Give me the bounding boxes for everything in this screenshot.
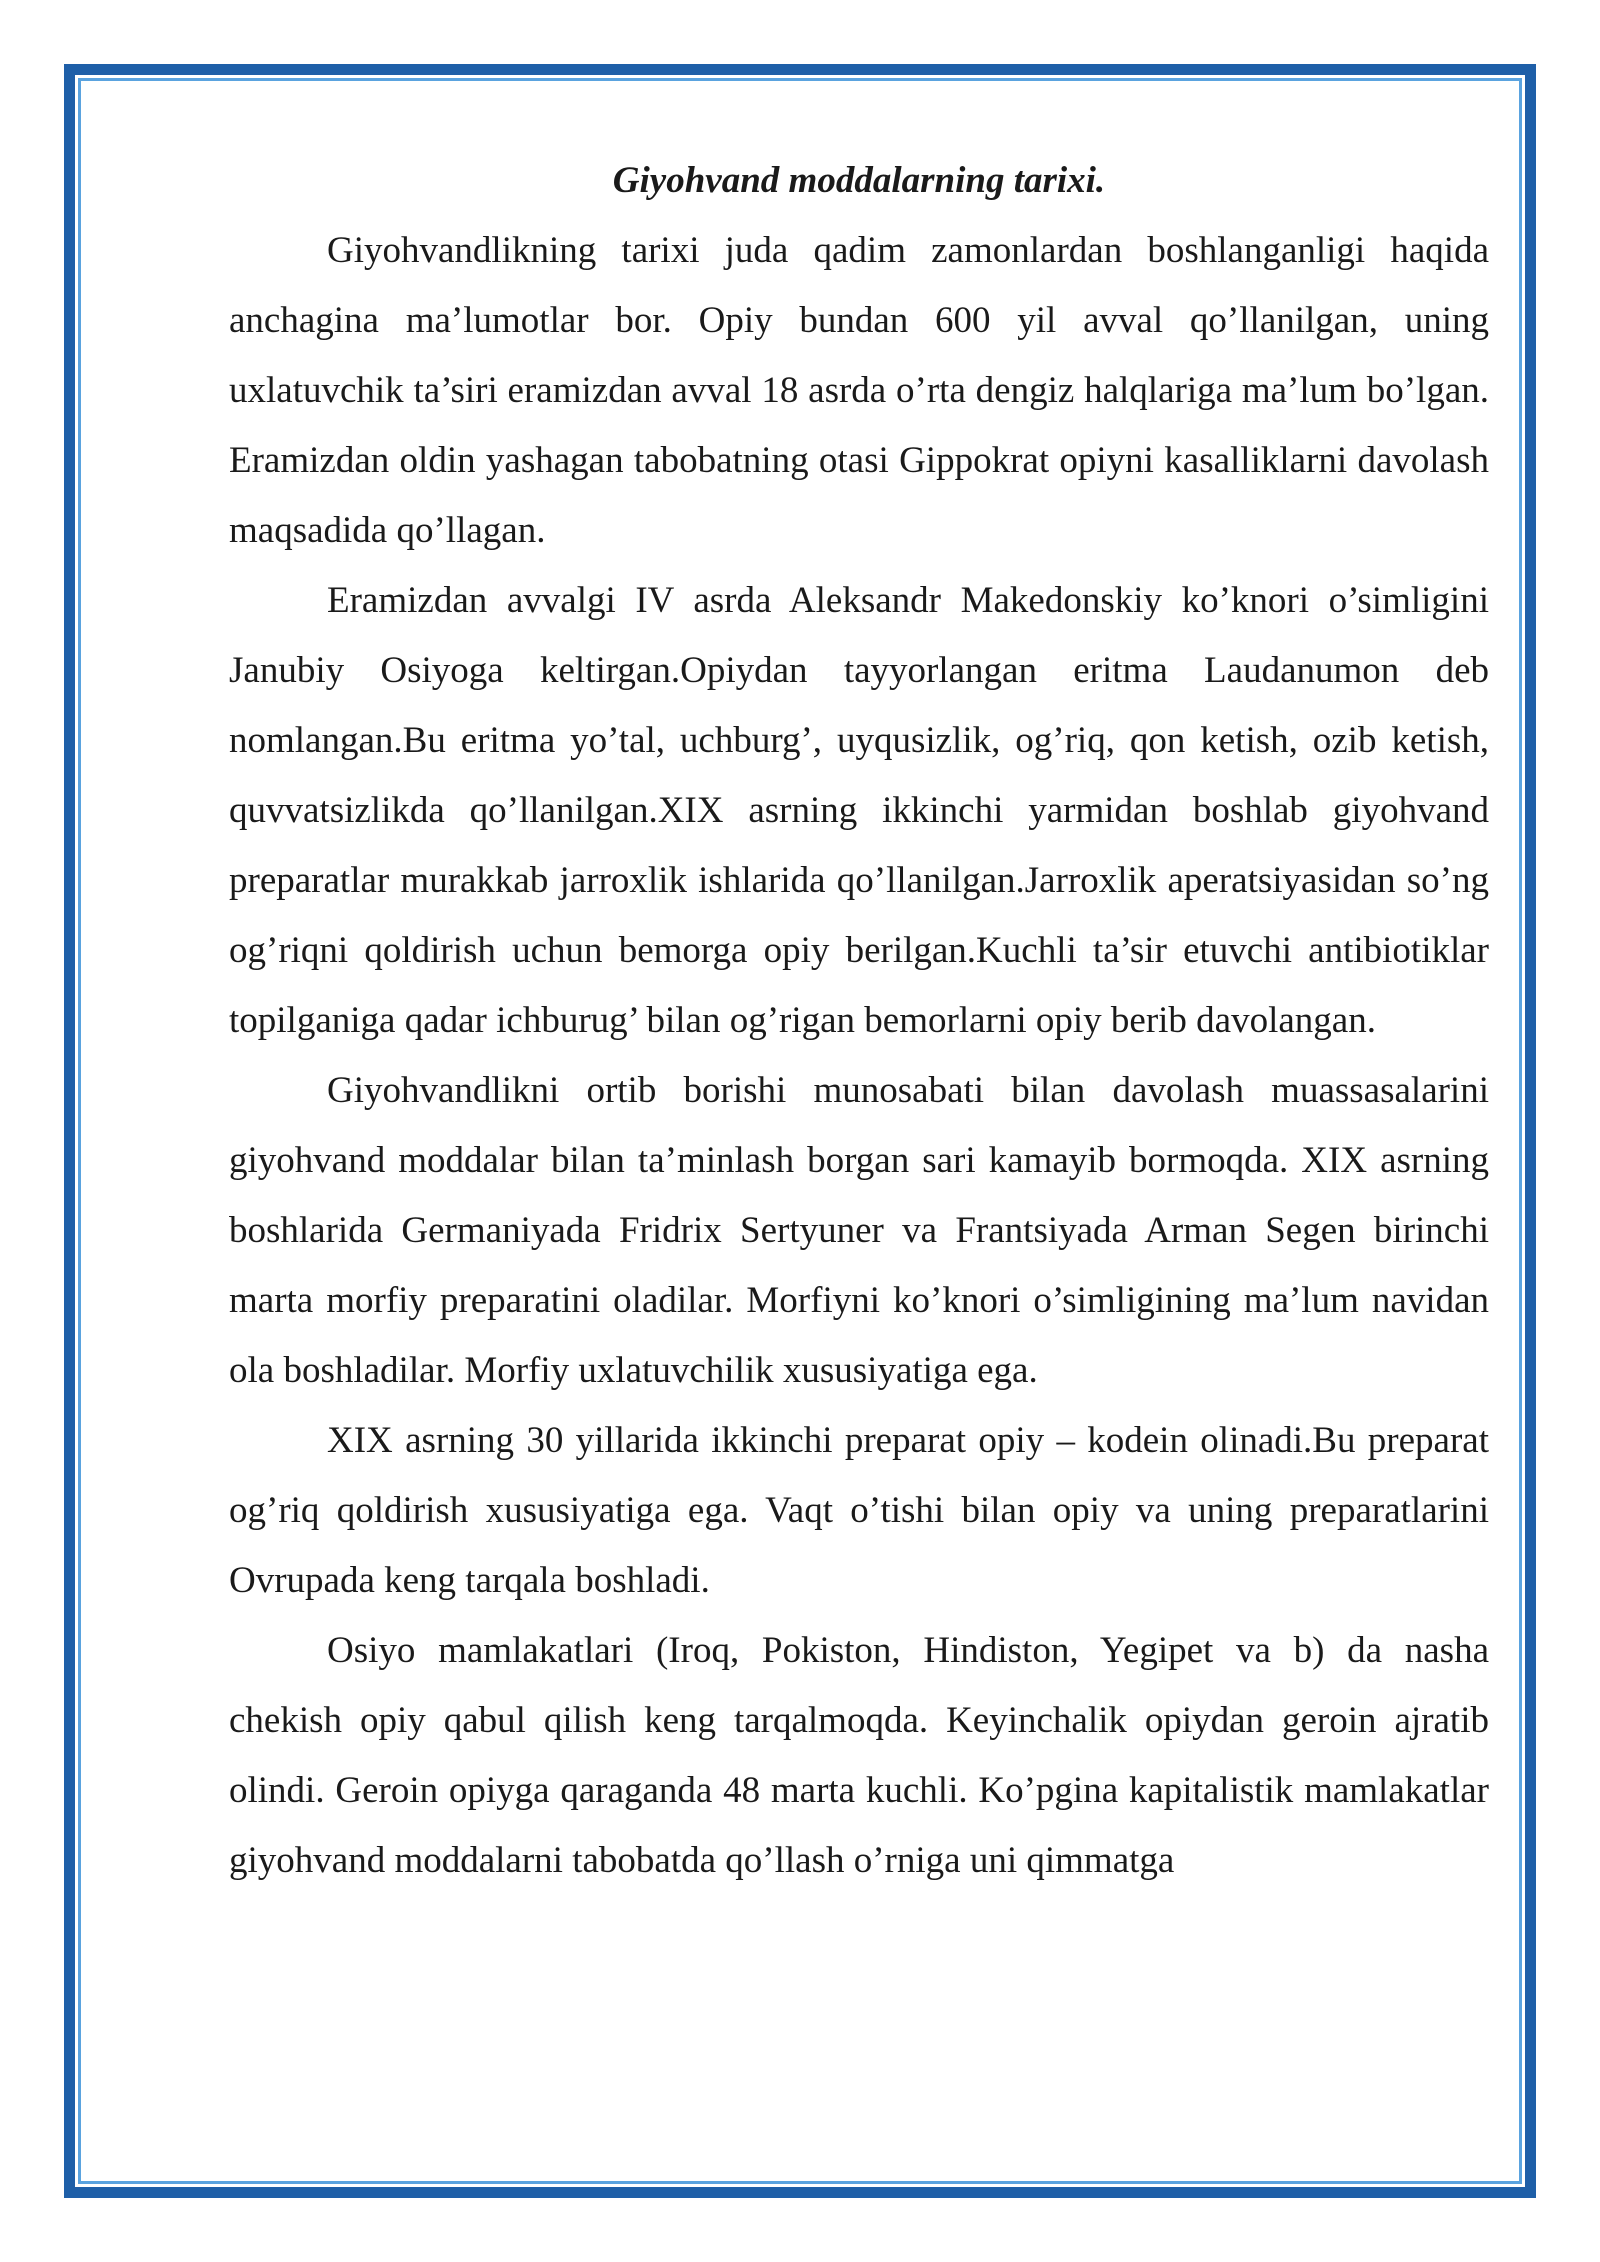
paragraph-4: XIX asrning 30 yillarida ikkinchi preparat opiy – kodein olinadi.Bu preparat og’riq qoldirish xususiyatiga ega. Vaqt o’tishi bilan opiy va uning preparatlarini Ovrupada keng tarqala boshladi. [229,1420,1489,1601]
paragraph-3: Giyohvandlikni ortib borishi munosabati bilan davolash muassasalarini giyohvand moddalar bilan ta’minlash borgan sari kamayib bormoqda. XIX asrning boshlarida Germaniyada Fridrix Sertyuner va Frantsiyada Arman Segen birinchi marta morfiy preparatini oladilar. Morfiyni ko’knori o’simligining ma’lum navidan ola boshladilar. Morfiy uxlatuvchilik xususiyatiga ega. [229,1070,1489,1391]
paragraph-2: Eramizdan avvalgi IV asrda Aleksandr Makedonskiy ko’knori o’simligini Janubiy Osiyoga keltirgan.Opiydan tayyorlangan eritma Laudanumon deb nomlangan.Bu eritma yo’tal, uchburg’, uyqusizlik, og’riq, qon ketish, ozib ketish, quvvatsizlikda qo’llanilgan.XIX asrning ikkinchi yarmidan boshlab giyohvand preparatlar murakkab jarroxlik ishlarida qo’llanilgan.Jarroxlik aperatsiyasidan so’ng og’riqni qoldirish uchun bemorga opiy berilgan.Kuchli ta’sir etuvchi antibiotiklar topilganiga qadar ichburug’ bilan og’rigan bemorlarni opiy berib davolangan. [229,580,1489,1041]
paragraph-1: Giyohvandlikning tarixi juda qadim zamonlardan boshlanganligi haqida anchagina ma’lumotlar bor. Opiy bundan 600 yil avval qo’llanilgan, uning uxlatuvchik ta’siri eramizdan avval 18 asrda o’rta dengiz halqlariga ma’lum bo’lgan. Eramizdan oldin yashagan tabobatning otasi Gippokrat opiyni kasalliklarni davolash maqsadida qo’llagan. [229,230,1489,551]
document-title: Giyohvand moddalarning tarixi. [612,160,1106,201]
document-body [229,146,1489,1896]
paragraph-5: Osiyo mamlakatlari (Iroq, Pokiston, Hindiston, Yegipet va b) da nasha chekish opiy qabul qilish keng tarqalmoqda. Keyinchalik opiydan geroin ajratib olindi. Geroin opiyga qaraganda 48 marta kuchli. Ko’pgina kapitalistik mamlakatlar giyohvand moddalarni tabobatda qo’llash o’rniga uni qimmatga [229,1630,1489,1881]
